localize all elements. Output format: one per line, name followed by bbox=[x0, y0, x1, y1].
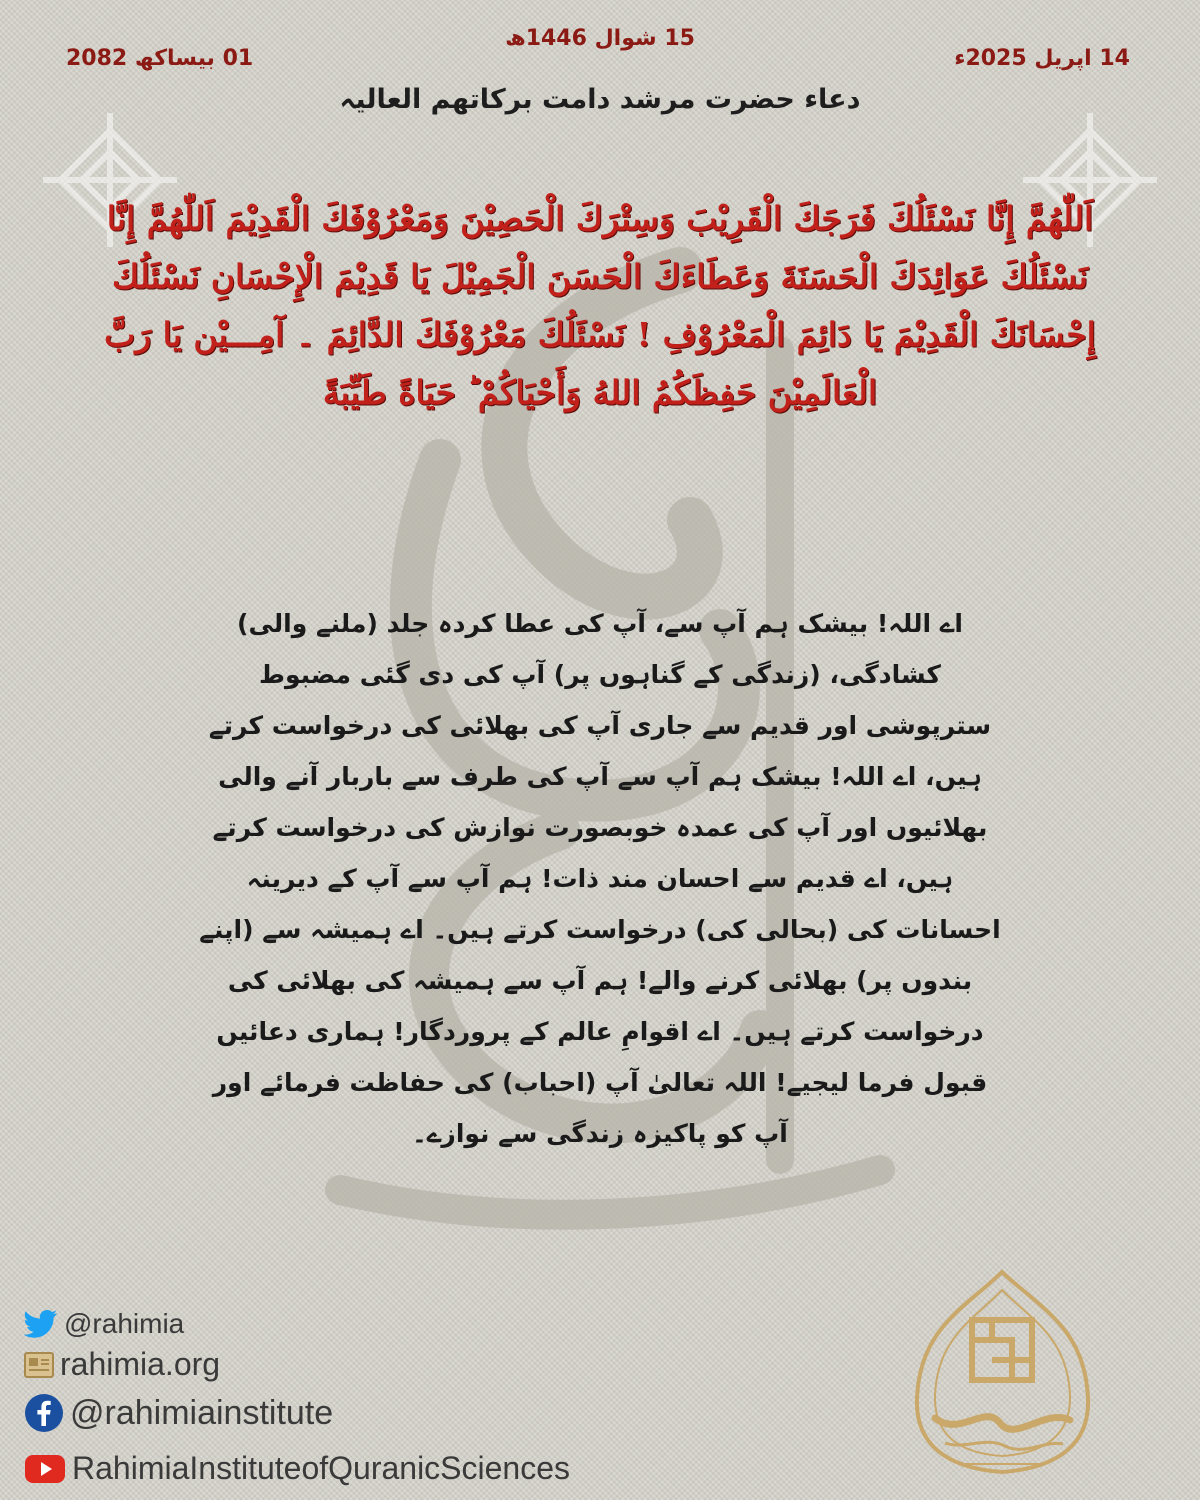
twitter-link[interactable] bbox=[24, 1308, 184, 1340]
facebook-handle: @rahimiainstitute bbox=[70, 1393, 334, 1432]
facebook-icon bbox=[24, 1393, 64, 1433]
facebook-link[interactable] bbox=[24, 1393, 333, 1433]
twitter-handle: @rahimia bbox=[64, 1308, 185, 1339]
web-icon bbox=[24, 1352, 54, 1378]
arabic-dua-text: اَللّٰھُمَّ إِنَّا نَسْئَلُكَ فَرَجَكَ الْقَرِيْبَ وَسِتْرَكَ الْحَصِيْنَ وَمَعْرُوْفَكَ الْقَدِيْمَ اَللّٰھُمَّ إِنَّا نَسْئَلُكَ عَوَائِدَكَ الْحَسَنَةَ وَعَطَاءَكَ الْحَسَنَ الْجَمِيْلَ يَا قَدِيْمَ الْإِحْسَانِ نَسْئَلُكَ إِحْسَانَكَ الْقَدِيْمَ يَا دَائِمَ الْمَعْرُوْفِ ! نَسْئَلُكَ مَعْرُوْفَكَ الدَّائِمَ ۔ آمِـــيْن يَا رَبَّ الْعَالَمِيْنَ حَفِظَكُمُ اللهُ وَأَحْيَاكُمْ ؕ حَيَاةً طَيِّبَةً bbox=[104, 199, 1096, 412]
rahimia-institute-logo bbox=[905, 1268, 1100, 1498]
hijri-date: 15 شوال 1446ھ bbox=[505, 26, 695, 51]
gregorian-date: 14 اپریل 2025ء bbox=[954, 46, 1130, 71]
page-title: دعاء حضرت مرشد دامت برکاتھم العالیہ bbox=[339, 84, 861, 115]
website-url: rahimia.org bbox=[60, 1346, 221, 1382]
youtube-channel: RahimiaInstituteofQuranicSciences bbox=[72, 1450, 571, 1486]
website-link[interactable] bbox=[24, 1346, 220, 1383]
urdu-translation-text: اے اللہ! بیشک ہم آپ سے، آپ کی عطا کردہ جلد (ملنے والی) کشادگی، (زندگی کے گناہوں پر) آپ کی دی گئی مضبوط سترپوشی اور قدیم سے جاری آپ کی بھلائی کی درخواست کرتے ہیں، اے اللہ! بیشک ہم آپ سے آپ کی طرف سے باربار آنے والی بھلائیوں اور آپ کی عمدہ خوبصورت نوازش کی درخواست کرتے ہیں، اے قدیم سے احسان مند ذات! ہم آپ سے آپ کے دیرینہ احسانات کی (بحالی کی) درخواست کرتے ہیں۔ اے ہمیشہ سے (اپنے بندوں پر) بھلائی کرنے والے! ہم آپ سے ہمیشہ کی بھلائی کی درخواست کرتے ہیں۔ اے اقوامِ عالم کے پروردگار! ہماری دعائیں قبول فرما لیجیے! اللہ تعالیٰ آپ (احباب) کی حفاظت فرمائے اور آپ کو پاکیزہ زندگی سے نوازے۔ bbox=[199, 609, 1001, 1148]
twitter-bird-icon bbox=[24, 1310, 58, 1338]
youtube-icon bbox=[24, 1454, 66, 1484]
bikrami-date: 01 بیساکھ 2082 bbox=[66, 46, 254, 71]
youtube-link[interactable] bbox=[24, 1450, 570, 1487]
